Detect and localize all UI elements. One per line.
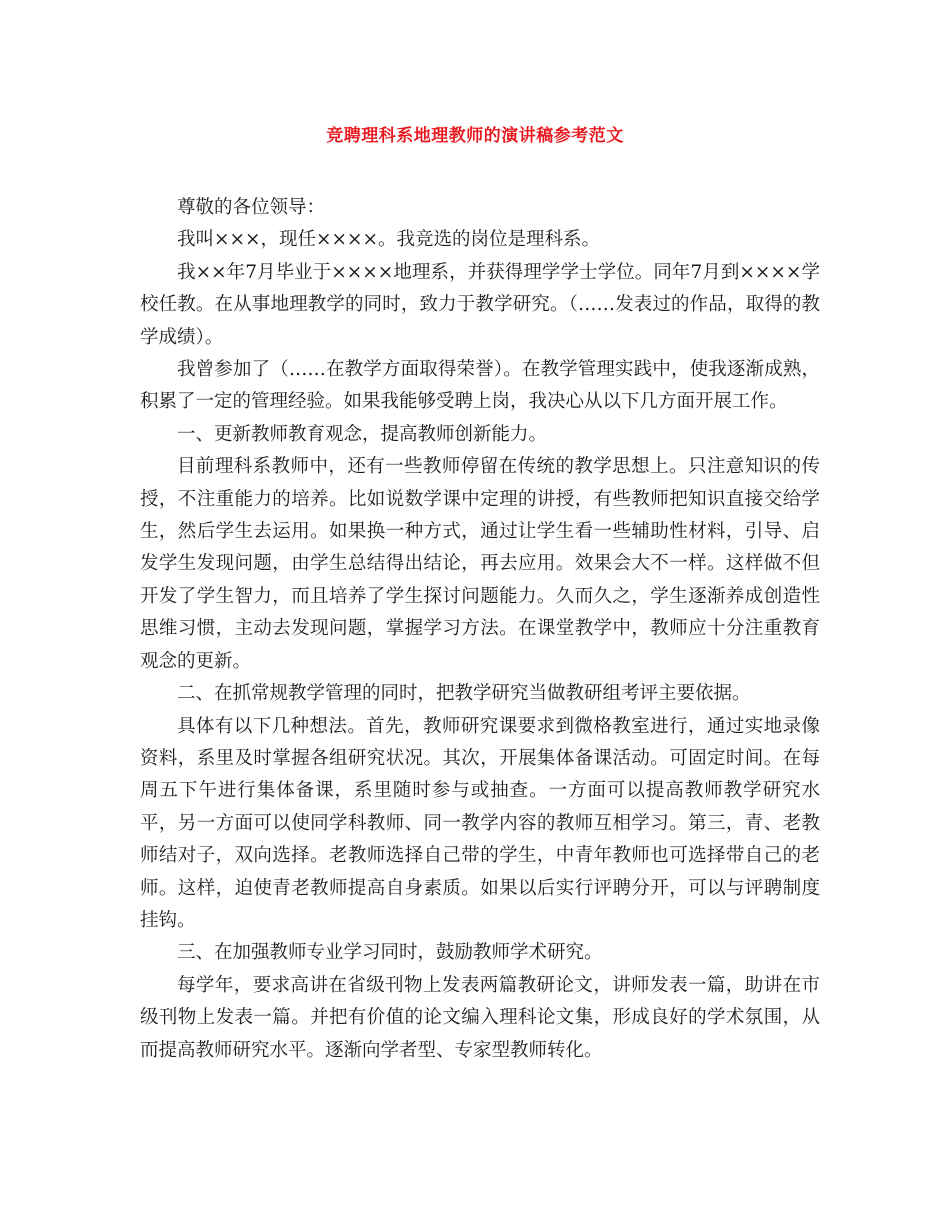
section-heading-3: 三、在加强教师专业学习同时，鼓励教师学术研究。 [177,942,603,964]
paragraph-section-3: 每学年，要求高讲在省级刊物上发表两篇教研论文，讲师发表一篇，助讲在市级刊物上发表一篇。并把有价值的论文编入理科论文集，形成良好的学术氛围，从而提高教师研究水平。逐渐向学者型、专家型教师转化。 [140,974,820,1061]
document-title: 竞聘理科系地理教师的演讲稿参考范文 [326,126,624,146]
paragraph-section-1: 目前理科系教师中，还有一些教师停留在传统的教学思想上。只注意知识的传授，不注重能力的培养。比如说数学课中定理的讲授，有些教师把知识直接交给学生，然后学生去运用。如果换一种方式，通过让学生看一些辅助性材料，引导、启发学生发现问题，由学生总结得出结论，再去应用。效果会大不一样。这样做不但开发了学生智力，而且培养了学生探讨问题能力。久而久之，学生逐渐养成创造性思维习惯，主动去发现问题，掌握学习方法。在课堂教学中，教师应十分注重教育观念的更新。 [140,456,820,672]
paragraph-experience: 我曾参加了（……在教学方面取得荣誉）。在教学管理实践中，使我逐渐成熟，积累了一定的管理经验。如果我能够受聘上岗，我决心从以下几方面开展工作。 [140,359,820,413]
section-heading-2: 二、在抓常规教学管理的同时，把教学研究当做教研组考评主要依据。 [177,683,751,705]
section-heading-1: 一、更新教师教育观念，提高教师创新能力。 [177,423,548,445]
paragraph-background: 我××年7月毕业于××××地理系，并获得理学学士学位。同年7月到××××学校任教。在从事地理教学的同时，致力于教学研究。（……发表过的作品，取得的教学成绩）。 [140,261,820,348]
paragraph-introduction: 我叫×××，现任××××。我竞选的岗位是理科系。 [177,229,601,251]
paragraph-section-2: 具体有以下几种想法。首先，教师研究课要求到微格教室进行，通过实地录像资料，系里及时掌握各组研究状况。其次，开展集体备课活动。可固定时间。在每周五下午进行集体备课，系里随时参与或抽查。一方面可以提高教师教学研究水平，另一方面可以使同学科教师、同一教学内容的教师互相学习。第三，青、老教师结对子，双向选择。老教师选择自己带的学生，中青年教师也可选择带自己的老师。这样，迫使青老教师提高自身素质。如果以后实行评聘分开，可以与评聘制度挂钩。 [140,715,820,931]
paragraph-salutation: 尊敬的各位领导： [177,197,326,218]
document-body [140,192,820,1067]
